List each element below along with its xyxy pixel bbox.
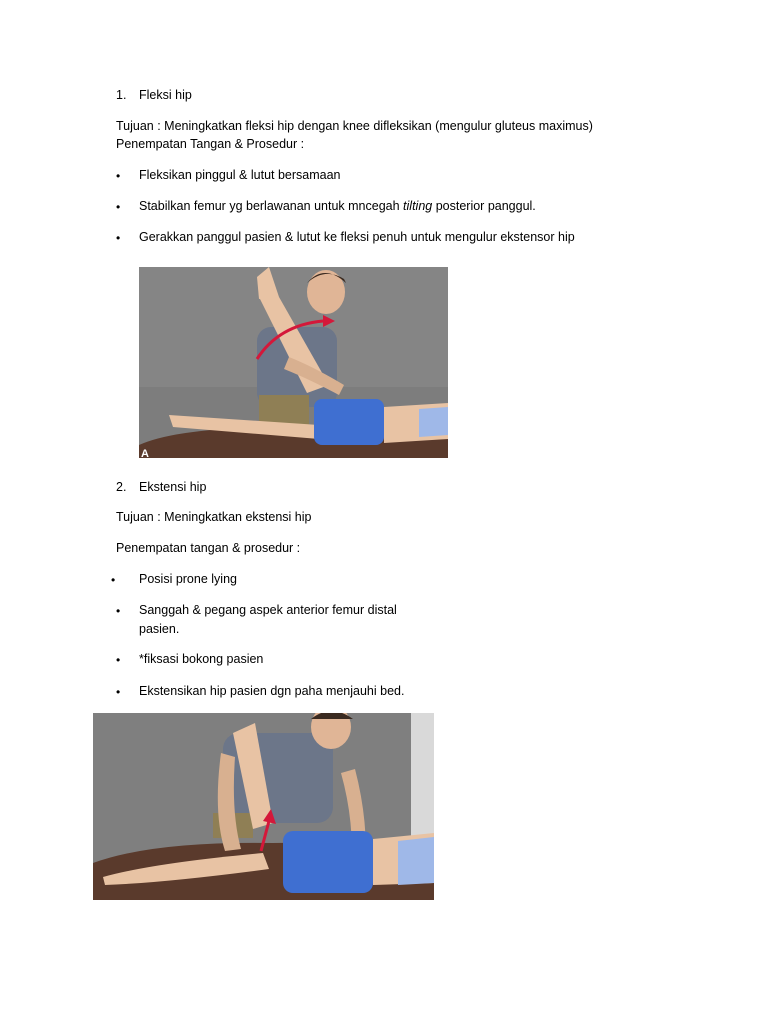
section-1-heading: Fleksi hip xyxy=(139,88,192,102)
section-2-bullet-1: Posisi prone lying xyxy=(139,572,237,586)
section-2-heading: Ekstensi hip xyxy=(139,480,207,494)
section-2-placement: Penempatan tangan & prosedur : xyxy=(116,541,301,555)
section-1-goal: Tujuan : Meningkatkan fleksi hip dengan knee difleksikan (mengulur gluteus maximus) xyxy=(116,119,593,133)
section-1-bullet-2 xyxy=(139,199,536,213)
section-2-goal: Tujuan : Meningkatkan ekstensi hip xyxy=(116,510,312,524)
bullet-2-text-start: Stabilkan femur yg berlawanan untuk mncegah xyxy=(139,199,404,213)
bullet-icon: • xyxy=(116,685,121,699)
bullet-icon: • xyxy=(111,573,116,587)
bullet-icon: • xyxy=(116,169,121,183)
bullet-icon: • xyxy=(116,200,121,214)
section-2-bullet-2-line-2: pasien. xyxy=(139,622,180,636)
bullet-2-text-end: posterior panggul. xyxy=(432,199,536,213)
section-1-number: 1. xyxy=(116,88,127,102)
bullet-icon: • xyxy=(116,653,121,667)
section-2-bullet-4: Ekstensikan hip pasien dgn paha menjauhi bed. xyxy=(139,684,405,698)
hip-flexion-photo xyxy=(139,267,448,458)
image-label-a: A xyxy=(141,448,149,458)
bullet-icon: • xyxy=(116,231,121,245)
section-1-bullet-3: Gerakkan panggul pasien & lutut ke fleksi penuh untuk mengulur ekstensor hip xyxy=(139,230,575,244)
section-1-placement: Penempatan Tangan & Prosedur : xyxy=(116,137,305,151)
bullet-icon: • xyxy=(116,604,121,618)
bullet-2-italic-term: tilting xyxy=(403,199,433,213)
section-2-bullet-3: *fiksasi bokong pasien xyxy=(139,652,264,666)
hip-extension-photo xyxy=(93,713,434,900)
section-2-bullet-2-line-1: Sanggah & pegang aspek anterior femur distal xyxy=(139,603,397,617)
section-1-bullet-1: Fleksikan pinggul & lutut bersamaan xyxy=(139,168,341,182)
section-2-number: 2. xyxy=(116,480,127,494)
